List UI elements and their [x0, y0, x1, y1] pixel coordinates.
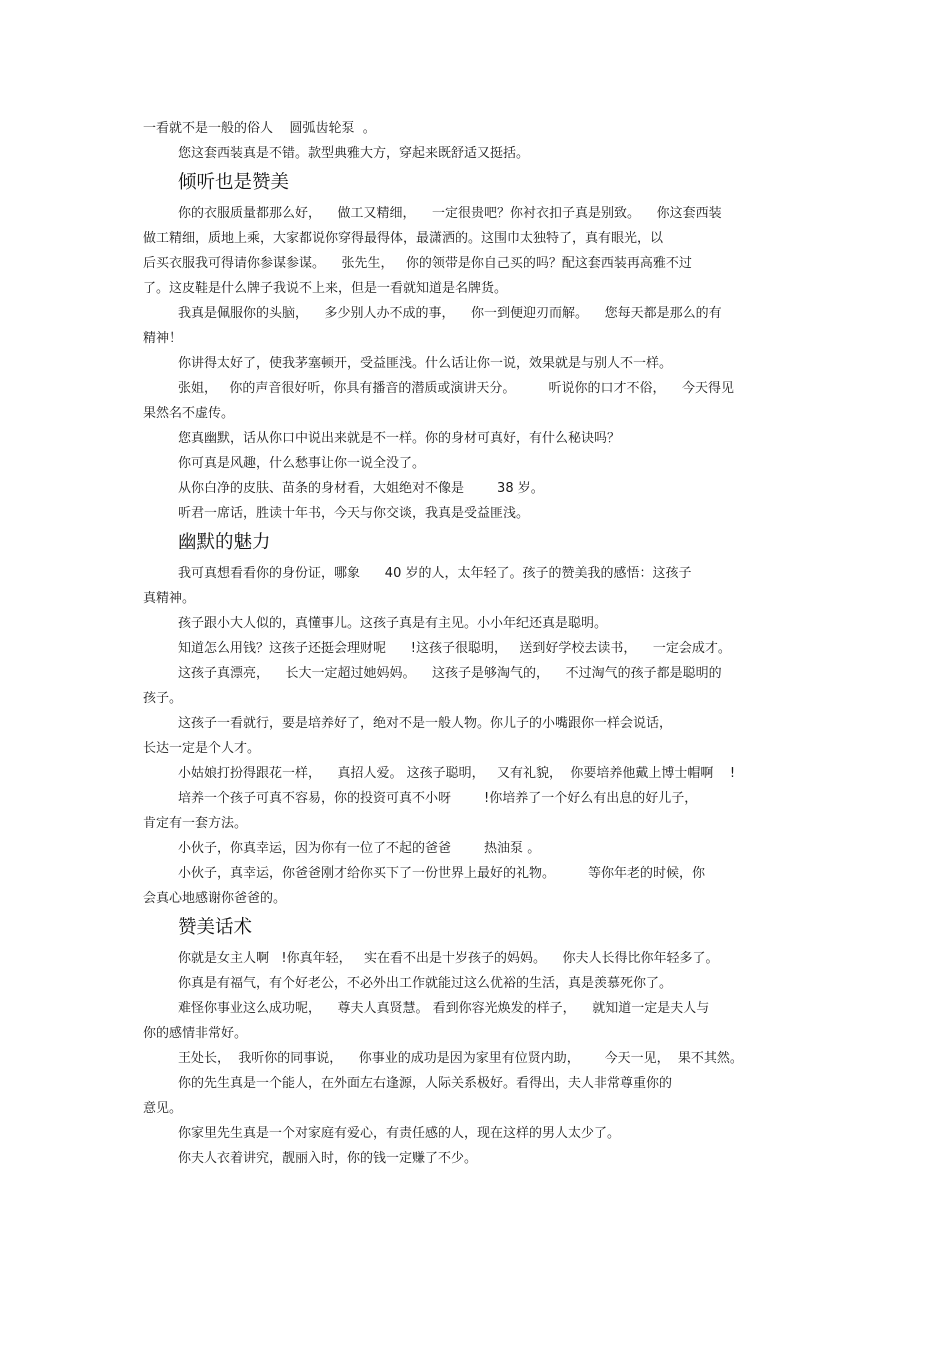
- text-line: 你家里先生真是一个对家庭有爱心，有责任感的人，现在这样的男人太少了。: [178, 1126, 621, 1141]
- text-line: 知道怎么用钱？这孩子还挺会理财呢 !这孩子很聪明， 送到好学校去读书， 一定会成才。: [178, 641, 731, 656]
- text-line: 你的先生真是一个能人，在外面左右逢源，人际关系极好。看得出，夫人非常尊重你的: [178, 1076, 673, 1091]
- document-body: [143, 116, 813, 1171]
- text-line: 你就是女主人啊 !你真年轻， 实在看不出是十岁孩子的妈妈。 你夫人长得比你年轻多了。: [178, 951, 719, 966]
- text-line: 意见。: [143, 1101, 183, 1116]
- text-line: 你真是有福气，有个好老公，不必外出工作就能过这么优裕的生活，真是羡慕死你了。: [178, 976, 673, 991]
- text-line: 长达一定是个人才。: [143, 741, 261, 756]
- section-heading: 幽默的魅力: [178, 532, 271, 553]
- text-line: 难怪你事业这么成功呢， 尊夫人真贤慧。 看到你容光焕发的样子， 就知道一定是夫人与: [178, 1001, 710, 1016]
- text-line: 做工精细，质地上乘，大家都说你穿得最得体，最潇洒的。这围巾太独特了，真有眼光，以: [143, 231, 664, 246]
- text-line: 您这套西装真是不错。款型典雅大方，穿起来既舒适又挺括。: [178, 146, 530, 161]
- text-line: 小伙子，你真幸运，因为你有一位了不起的爸爸 热油泵 。: [178, 841, 541, 856]
- text-line: 你可真是风趣，什么愁事让你一说全没了。: [178, 456, 426, 471]
- text-line: 你讲得太好了，使我茅塞顿开，受益匪浅。什么话让你一说，效果就是与别人不一样。: [178, 356, 673, 371]
- text-line: 我可真想看看你的身份证，哪象 40 岁的人，太年轻了。孩子的赞美我的感悟：这孩子: [178, 566, 692, 581]
- text-line: 培养一个孩子可真不容易，你的投资可真不小呀 !你培养了一个好么有出息的好儿子，: [178, 791, 698, 806]
- text-line: 真精神。: [143, 591, 196, 606]
- text-line: 这孩子真漂亮， 长大一定超过她妈妈。 这孩子是够淘气的， 不过淘气的孩子都是聪明的: [178, 666, 722, 681]
- text-line: 张姐， 你的声音很好听，你具有播音的潜质或演讲天分。 听说你的口才不俗， 今天得见: [178, 381, 734, 396]
- text-line: 你夫人衣着讲究，靓丽入时，你的钱一定赚了不少。: [178, 1151, 478, 1166]
- text-line: 肯定有一套方法。: [143, 816, 248, 831]
- text-line: 你的感情非常好。: [143, 1026, 248, 1041]
- text-line: 果然名不虚传。: [143, 406, 235, 421]
- text-line: 从你白净的皮肤、苗条的身材看，大姐绝对不像是 38 岁。: [178, 481, 544, 496]
- text-line: 这孩子一看就行，要是培养好了，绝对不是一般人物。你儿子的小嘴跟你一样会说话，: [178, 716, 673, 731]
- text-line: 一看就不是一般的俗人 圆弧齿轮泵 。: [143, 121, 376, 136]
- text-line: 后买衣服我可得请你参谋参谋。 张先生， 你的领带是你自己买的吗？配这套西装再高雅不过: [143, 256, 692, 271]
- section-heading: 赞美话术: [178, 917, 253, 938]
- text-line: 精神！: [143, 331, 183, 346]
- text-line: 我真是佩服你的头脑， 多少别人办不成的事， 你一到便迎刃而解。 您每天都是那么的有: [178, 306, 722, 321]
- text-line: 会真心地感谢你爸爸的。: [143, 891, 287, 906]
- text-line: 孩子跟小大人似的，真懂事儿。这孩子真是有主见。小小年纪还真是聪明。: [178, 616, 608, 631]
- text-line: 听君一席话，胜读十年书，今天与你交谈，我真是受益匪浅。: [178, 506, 530, 521]
- text-line: 小伙子，真幸运，你爸爸刚才给你买下了一份世界上最好的礼物。 等你年老的时候，你: [178, 866, 706, 881]
- text-line: 王处长， 我听你的同事说， 你事业的成功是因为家里有位贤内助， 今天一见， 果不其然。: [178, 1051, 743, 1066]
- text-line: 孩子。: [143, 691, 183, 706]
- text-line: 了。这皮鞋是什么牌子我说不上来，但是一看就知道是名牌货。: [143, 281, 508, 296]
- text-line: 小姑娘打扮得跟花一样， 真招人爱。 这孩子聪明， 又有礼貌， 你要培养他戴上博士帽啊 !: [178, 766, 736, 781]
- text-line: 您真幽默，话从你口中说出来就是不一样。你的身材可真好，有什么秘诀吗？: [178, 431, 621, 446]
- text-line: 你的衣服质量都那么好， 做工又精细， 一定很贵吧？你衬衣扣子真是别致。 你这套西装: [178, 206, 722, 221]
- section-heading: 倾听也是赞美: [178, 172, 290, 193]
